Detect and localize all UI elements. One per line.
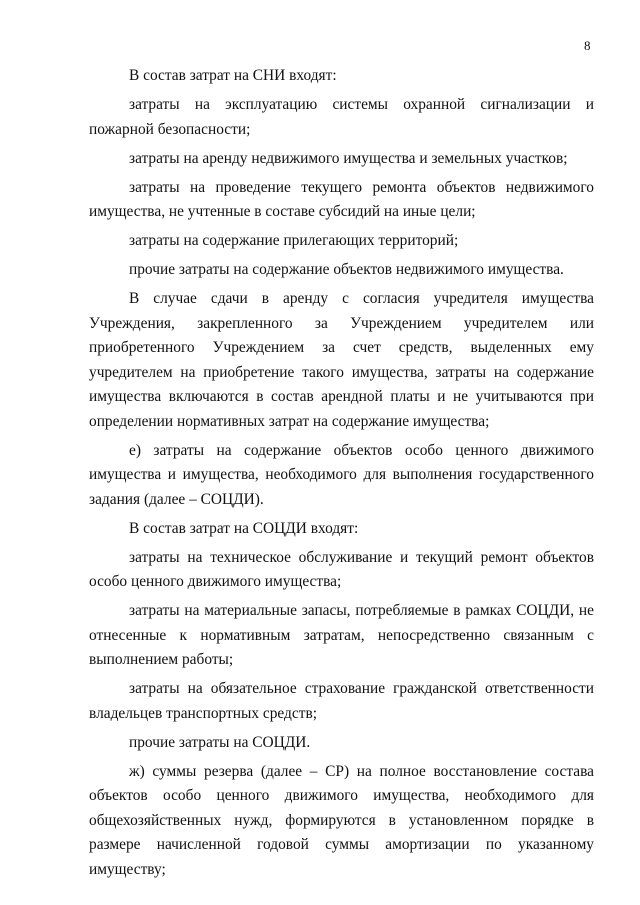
- paragraph-territory-costs: затраты на содержание прилегающих территорий;: [129, 232, 459, 249]
- paragraph-materials-costs: затраты на материальные запасы, потребляемые в рамках СОЦДИ, не отнесенные к нормативным затратам, непосредственно связанным с выполнением работы;: [89, 602, 594, 668]
- paragraph-item-e: е) затраты на содержание объектов особо ценного движимого имущества и имущества, необходимого для выполнения государственного задания (далее – СОЦДИ).: [89, 441, 594, 508]
- paragraph-sni-intro: В состав затрат на СНИ входят:: [129, 67, 337, 84]
- paragraph-repair-costs: затраты на проведение текущего ремонта объектов недвижимого имущества, не учтенные в составе субсидий на иные цели;: [89, 178, 594, 220]
- page-number: 8: [584, 38, 591, 53]
- paragraph-other-socdi-costs: прочие затраты на СОЦДИ.: [129, 733, 311, 751]
- paragraph-socdi-intro: В состав затрат на СОЦДИ входят:: [129, 519, 359, 537]
- paragraph-security-costs: затраты на эксплуатацию системы охранной сигнализации и пожарной безопасности;: [89, 96, 594, 138]
- paragraph-item-zh: ж) суммы резерва (далее – СР) на полное восстановление состава объектов особо ценного движимого имущества, необходимого для общехозяйственных нужд, формируются в установленном порядке в размере начисленной годовой суммы амортизации по указанному имуществу;: [89, 762, 594, 878]
- paragraph-other-real-estate-costs: прочие затраты на содержание объектов недвижимого имущества.: [129, 261, 564, 278]
- paragraph-lease-case: В случае сдачи в аренду с согласия учредителя имущества Учреждения, закрепленного за Учреждением учредителем или приобретенного Учреждением за счет средств, выделенных ему учредителем на приобретение такого имущества, затраты на содержание имущества включаются в состав арендной платы и не учитываются при определении нормативных затрат на содержание имущества;: [89, 290, 594, 430]
- paragraph-insurance-costs: затраты на обязательное страхование гражданской ответственности владельцев транспортных средств;: [89, 680, 594, 722]
- document-body: [89, 64, 594, 882]
- paragraph-maintenance-costs: затраты на техническое обслуживание и текущий ремонт объектов особо ценного движимого имущества;: [89, 548, 594, 590]
- paragraph-rent-costs: затраты на аренду недвижимого имущества и земельных участков;: [129, 149, 568, 167]
